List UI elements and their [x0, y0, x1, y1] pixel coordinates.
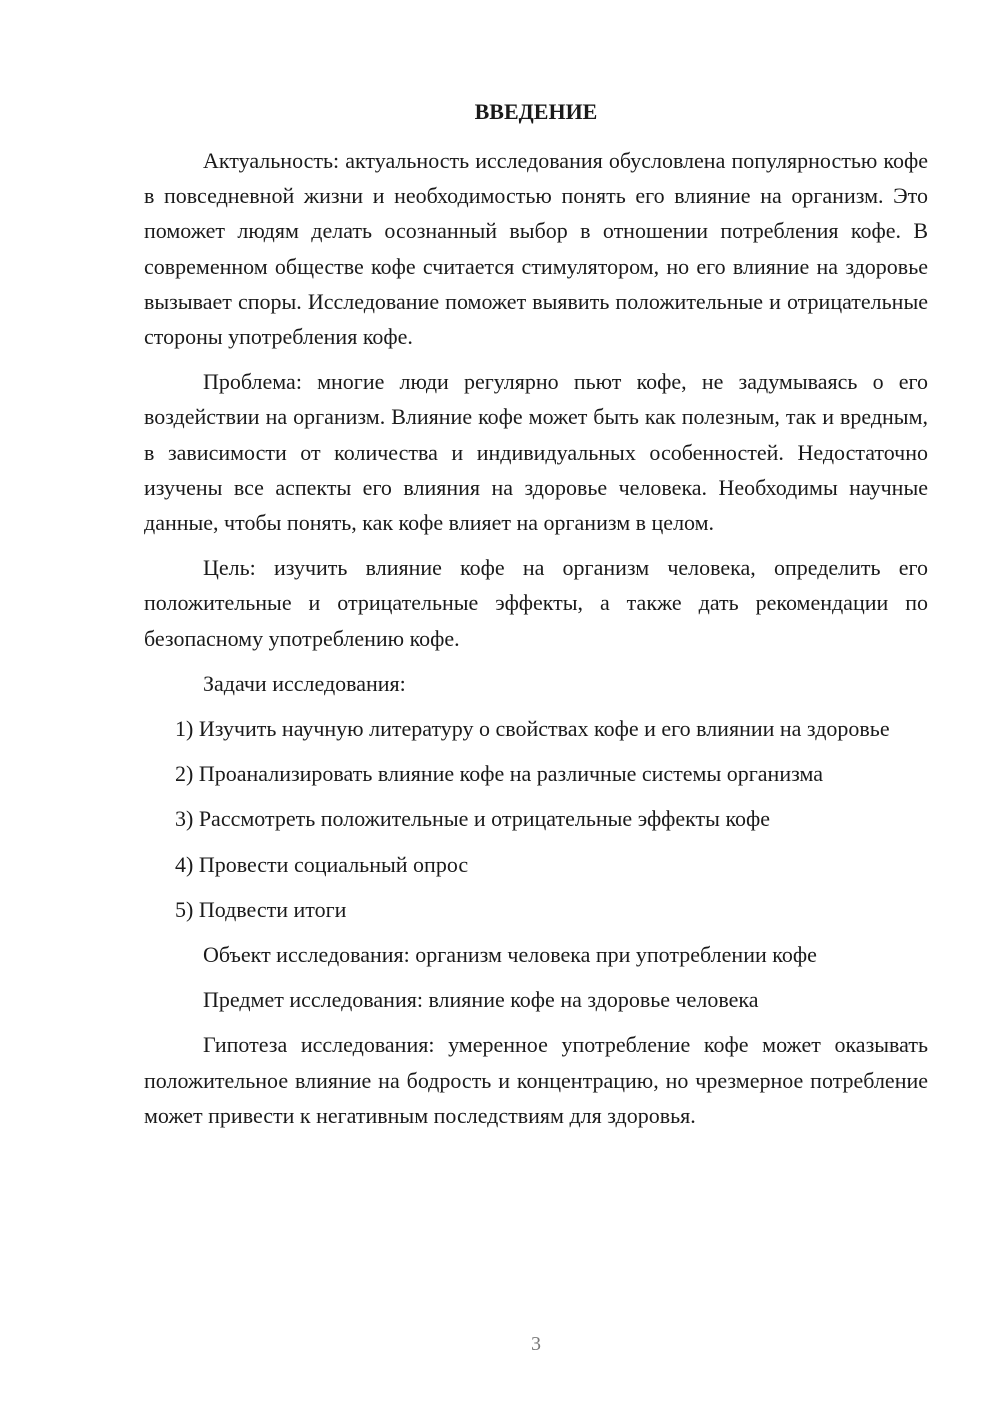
- list-item: 4) Провести социальный опрос: [175, 851, 469, 877]
- problem-paragraph: Проблема: многие люди регулярно пьют кофе, не задумываясь о его воздействии на организм. Влияние кофе может быть как полезным, так и вредным, в зависимости от количества и индивидуальных особенностей. Недостаточно изучены все аспекты его влияния на здоровье человека. Необходимы научные данные, чтобы понять, как кофе влияет на организм в целом.: [144, 369, 928, 536]
- page-number: 3: [531, 1333, 541, 1355]
- goal-paragraph: Цель: изучить влияние кофе на организм человека, определить его положительные и отрицательные эффекты, а также дать рекомендации по безопасному употреблению кофе.: [144, 555, 928, 651]
- object-line: Объект исследования: организм человека при употреблении кофе: [203, 942, 817, 968]
- relevance-paragraph: Актуальность: актуальность исследования обусловлена популярностью кофе в повседневной жизни и необходимостью понять его влияние на организм. Это поможет людям делать осознанный выбор в отношении потребления кофе. В современном обществе кофе считается стимулятором, но его влияние на здоровье вызывает споры. Исследование поможет выявить положительные и отрицательные стороны употребления кофе.: [144, 148, 928, 350]
- hypothesis-paragraph: Гипотеза исследования: умеренное употребление кофе может оказывать положительное влияние на бодрость и концентрацию, но чрезмерное потребление может привести к негативным последствиям для здоровья.: [144, 1032, 928, 1128]
- tasks-list: [144, 711, 928, 927]
- list-item: 3) Рассмотреть положительные и отрицательные эффекты кофе: [175, 806, 771, 832]
- tasks-heading: Задачи исследования:: [203, 670, 406, 696]
- document-title: ВВЕДЕНИЕ: [474, 99, 598, 124]
- document-page: [144, 94, 928, 1143]
- list-item: 1) Изучить научную литературу о свойствах кофе и его влиянии на здоровье: [175, 716, 890, 742]
- list-item: 2) Проанализировать влияние кофе на различные системы организма: [175, 761, 824, 787]
- list-item: 5) Подвести итоги: [175, 896, 347, 922]
- subject-line: Предмет исследования: влияние кофе на здоровье человека: [203, 987, 759, 1013]
